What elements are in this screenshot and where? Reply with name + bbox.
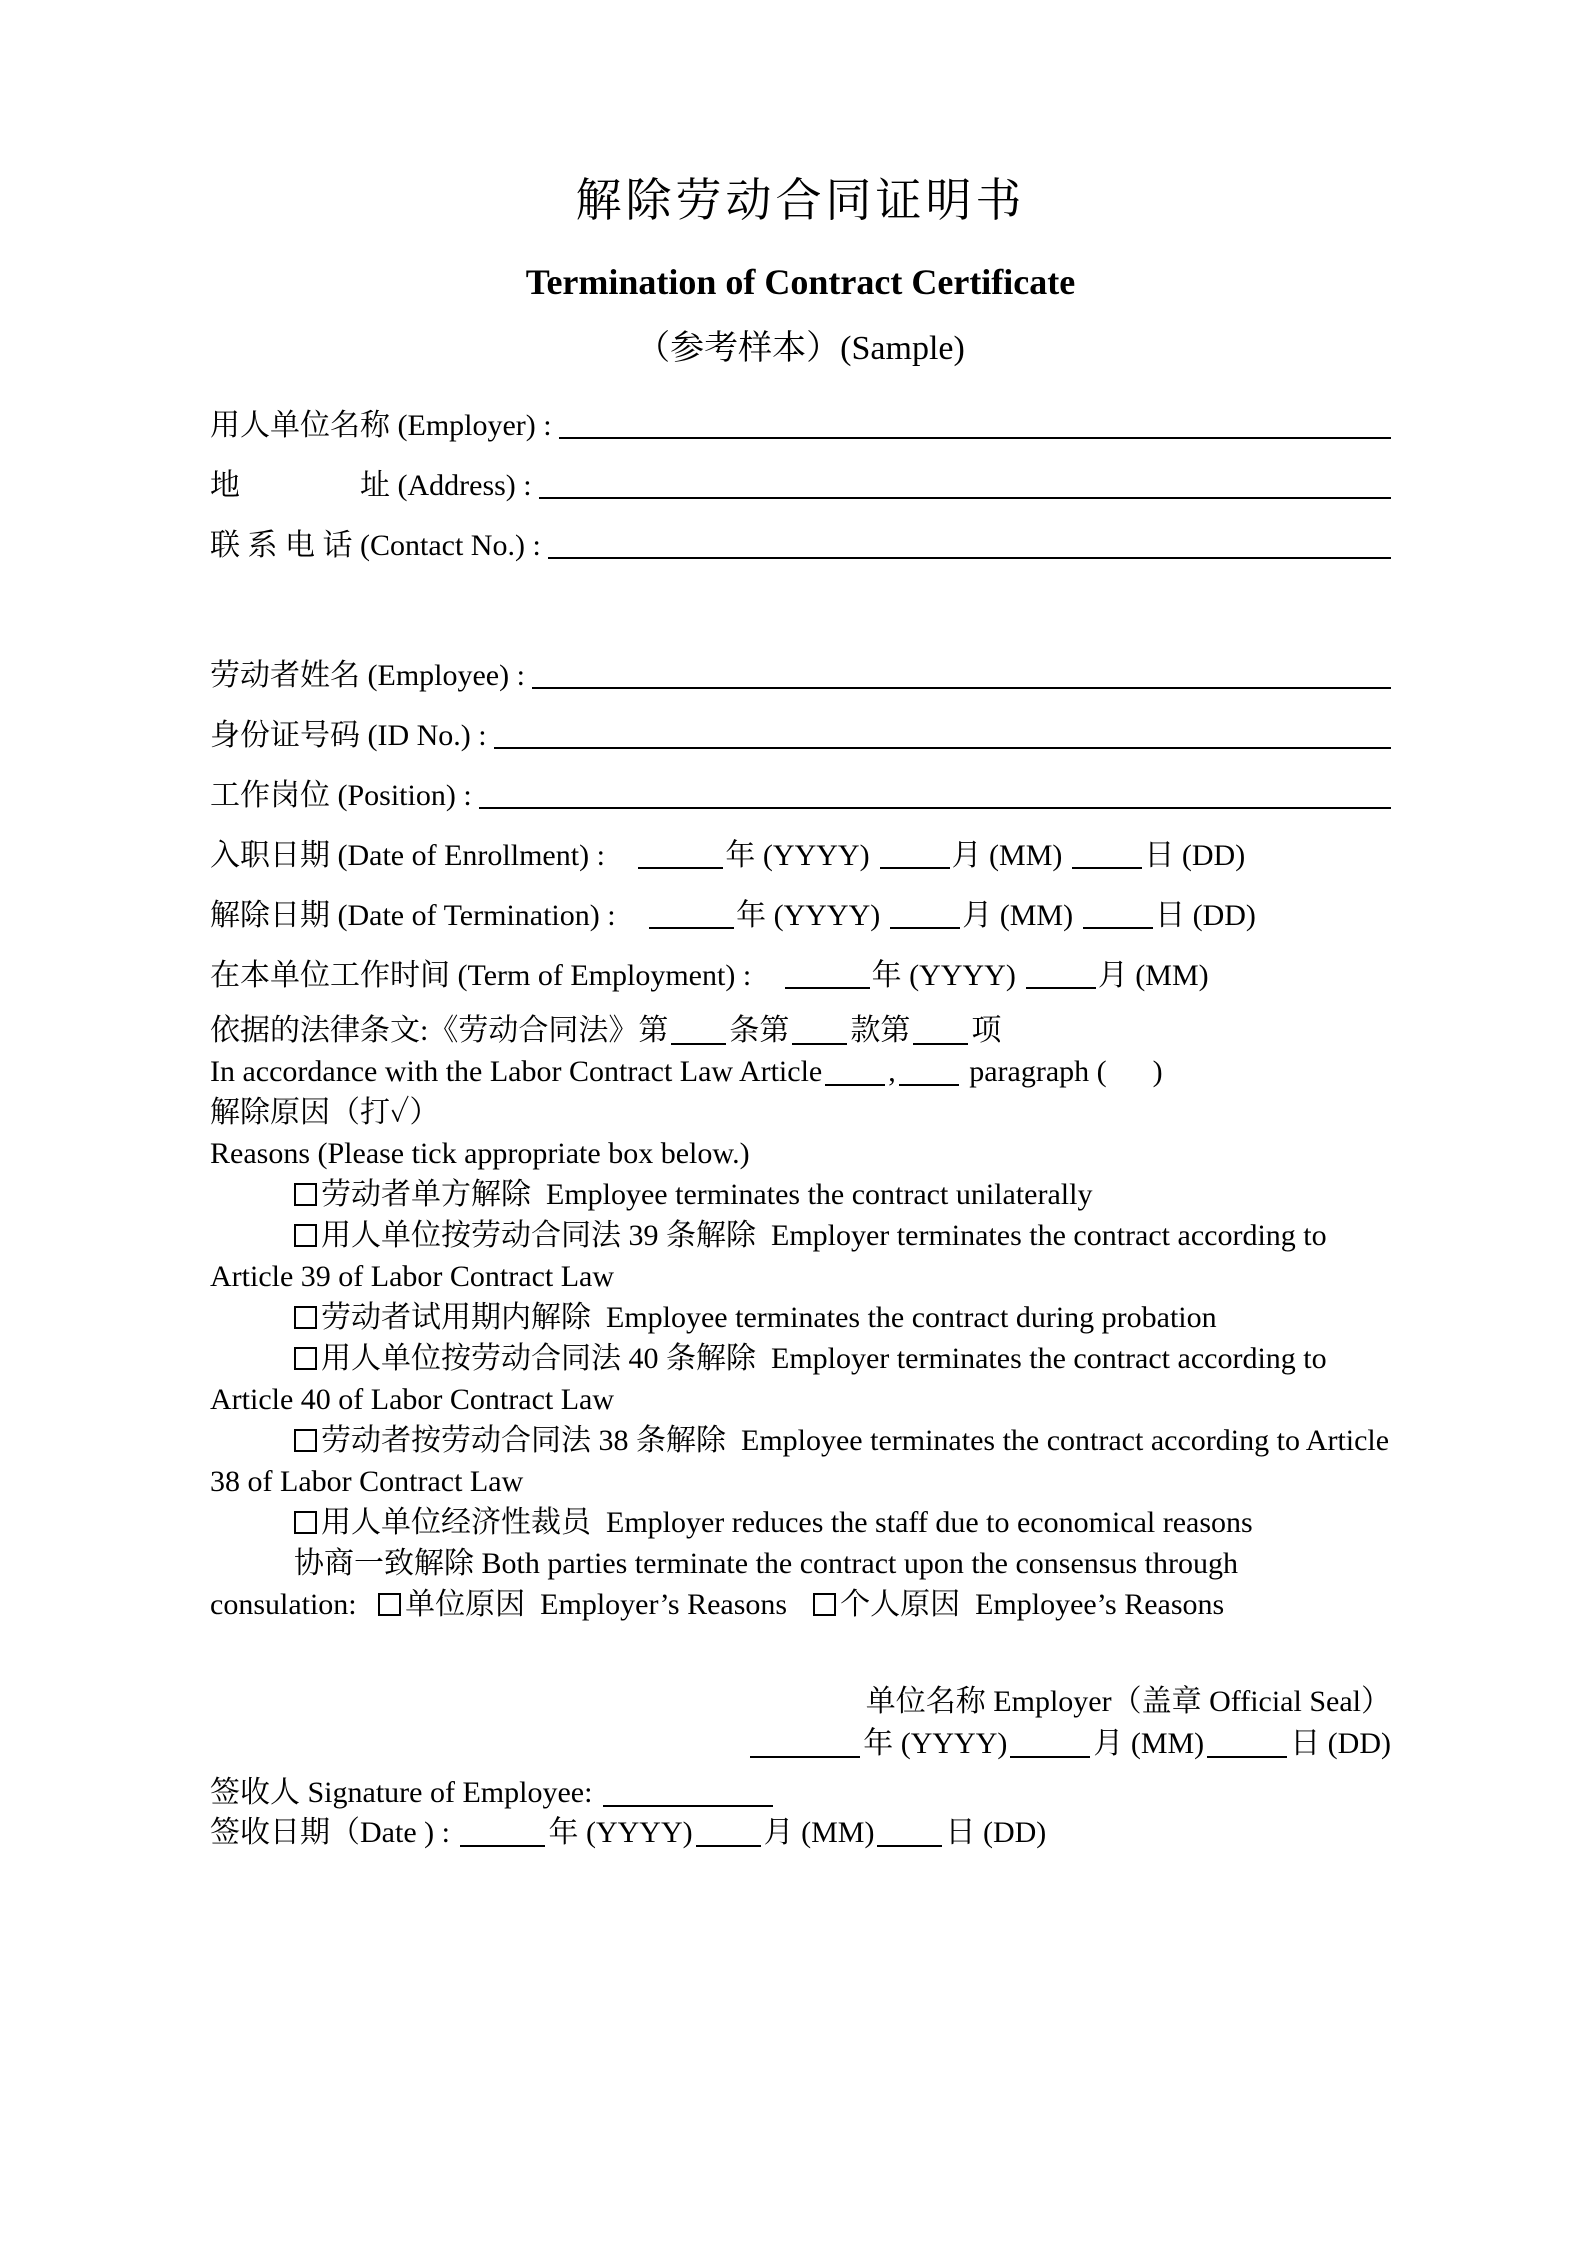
month-suffix: 月 (MM) bbox=[951, 839, 1063, 872]
consensus-employee-checkbox[interactable] bbox=[813, 1593, 836, 1616]
reason-3-checkbox[interactable] bbox=[294, 1306, 317, 1329]
enrollment-day-blank[interactable] bbox=[1072, 867, 1142, 869]
reason-4-checkbox[interactable] bbox=[294, 1347, 317, 1370]
law-item-blank[interactable] bbox=[913, 1038, 968, 1045]
employer-fill-line[interactable] bbox=[559, 437, 1391, 439]
year-suffix: 年 (YYYY) bbox=[736, 899, 881, 932]
contact-fill-line[interactable] bbox=[548, 557, 1391, 559]
document-title-english: Termination of Contract Certificate bbox=[525, 262, 1076, 302]
employee-fill-line[interactable] bbox=[532, 687, 1391, 689]
law-clause-blank[interactable] bbox=[792, 1038, 847, 1045]
employer-seal-date-line bbox=[210, 1723, 1391, 1765]
day-suffix: 日 (DD) bbox=[1155, 899, 1256, 932]
sign-year-blank[interactable] bbox=[460, 1840, 545, 1847]
term-year-blank[interactable] bbox=[785, 987, 870, 989]
law-en-segment-2: , bbox=[888, 1055, 896, 1088]
year-suffix: 年 (YYYY) bbox=[871, 959, 1016, 992]
reason-4-label: 用人单位按劳动合同法 40 条解除 Employer terminates the contract according to Article 40 of Labor Contract Law bbox=[210, 1342, 1333, 1416]
reason-item-2 bbox=[210, 1215, 1391, 1297]
reason-consensus-line bbox=[210, 1543, 1391, 1625]
field-row-termination-date bbox=[210, 880, 1391, 940]
consensus-employee-label: 个人原因 Employee’s Reasons bbox=[840, 1588, 1225, 1621]
reasons-heading-en: Reasons (Please tick appropriate box below.) bbox=[210, 1137, 750, 1170]
employee-label: 劳动者姓名 (Employee) : bbox=[210, 659, 533, 692]
address-label: 地 址 (Address) : bbox=[210, 469, 540, 502]
position-fill-line[interactable] bbox=[479, 807, 1391, 809]
reason-5-label: 劳动者按劳动合同法 38 条解除 Employee terminates the contract according to Article 38 of Labor Contract Law bbox=[210, 1424, 1397, 1498]
termination-day-blank[interactable] bbox=[1083, 927, 1153, 929]
reason-6-label: 用人单位经济性裁员 Employer reduces the staff due to economical reasons bbox=[321, 1506, 1253, 1539]
month-suffix: 月 (MM) bbox=[962, 899, 1074, 932]
day-suffix: 日 (DD) bbox=[1144, 839, 1246, 872]
month-suffix: 月 (MM) bbox=[1097, 959, 1209, 992]
seal-month-blank[interactable] bbox=[1010, 1751, 1090, 1758]
day-suffix: 日 (DD) bbox=[1290, 1727, 1391, 1760]
year-suffix: 年 (YYYY) bbox=[863, 1727, 1008, 1760]
reason-3-label: 劳动者试用期内解除 Employee terminates the contract during probation bbox=[321, 1301, 1217, 1334]
reason-1-label: 劳动者单方解除 Employee terminates the contract unilaterally bbox=[321, 1178, 1093, 1211]
document-title-chinese: 解除劳动合同证明书 bbox=[575, 175, 1026, 226]
law-cn-segment-3: 款第 bbox=[850, 1014, 911, 1047]
reason-5-checkbox[interactable] bbox=[294, 1429, 317, 1452]
field-row-employer bbox=[210, 390, 1391, 450]
reason-item-1 bbox=[210, 1174, 1391, 1215]
reason-item-6 bbox=[210, 1502, 1391, 1543]
field-row-employee bbox=[210, 640, 1391, 700]
law-article-blank[interactable] bbox=[671, 1038, 726, 1045]
consensus-employer-checkbox[interactable] bbox=[378, 1593, 401, 1616]
signature-label: 签收人 Signature of Employee: bbox=[210, 1776, 600, 1809]
field-row-id bbox=[210, 700, 1391, 760]
law-en-article-blank[interactable] bbox=[825, 1079, 885, 1086]
sign-day-blank[interactable] bbox=[877, 1840, 942, 1847]
sample-note: （参考样本）(Sample) bbox=[636, 330, 965, 367]
consensus-text: 协商一致解除 Both parties terminate the contract upon the consensus through consulation: bbox=[210, 1547, 1246, 1621]
day-suffix: 日 (DD) bbox=[945, 1816, 1047, 1849]
law-en-paragraph-blank[interactable] bbox=[899, 1079, 959, 1086]
reason-item-3 bbox=[210, 1297, 1391, 1338]
year-suffix: 年 (YYYY) bbox=[725, 839, 870, 872]
term-month-blank[interactable] bbox=[1026, 987, 1096, 989]
reason-item-4 bbox=[210, 1338, 1391, 1420]
enrollment-month-blank[interactable] bbox=[880, 867, 950, 869]
termination-month-blank[interactable] bbox=[890, 927, 960, 929]
signature-blank[interactable] bbox=[603, 1800, 773, 1807]
law-en-segment-1: In accordance with the Labor Contract Law Article bbox=[210, 1055, 823, 1088]
field-row-term-of-employment bbox=[210, 940, 1391, 1000]
employer-label: 用人单位名称 (Employer) : bbox=[210, 409, 560, 442]
reason-1-checkbox[interactable] bbox=[294, 1183, 317, 1206]
position-label: 工作岗位 (Position) : bbox=[210, 779, 480, 812]
reasons-heading-cn: 解除原因（打✓） bbox=[210, 1096, 440, 1129]
term-label: 在本单位工作时间 (Term of Employment) : bbox=[210, 959, 759, 992]
law-clause-line-en bbox=[210, 1051, 1391, 1092]
reason-item-5 bbox=[210, 1420, 1397, 1502]
reason-2-checkbox[interactable] bbox=[294, 1224, 317, 1247]
signature-line bbox=[210, 1773, 1391, 1813]
enrollment-year-blank[interactable] bbox=[638, 867, 723, 869]
law-en-segment-4: ) bbox=[1152, 1055, 1163, 1088]
seal-day-blank[interactable] bbox=[1207, 1751, 1287, 1758]
reason-2-label: 用人单位按劳动合同法 39 条解除 Employer terminates the contract according to Article 39 of Labor Contract Law bbox=[210, 1219, 1333, 1293]
address-fill-line[interactable] bbox=[539, 497, 1391, 499]
enrollment-label: 入职日期 (Date of Enrollment) : bbox=[210, 839, 613, 872]
field-row-enrollment-date bbox=[210, 820, 1391, 880]
consensus-employer-label: 单位原因 Employer’s Reasons bbox=[405, 1588, 788, 1621]
reason-6-checkbox[interactable] bbox=[294, 1511, 317, 1534]
id-label: 身份证号码 (ID No.) : bbox=[210, 719, 495, 752]
id-fill-line[interactable] bbox=[494, 747, 1391, 749]
law-clause-line-cn bbox=[210, 1010, 1391, 1051]
seal-year-blank[interactable] bbox=[750, 1751, 860, 1758]
law-cn-segment-4: 项 bbox=[971, 1014, 1002, 1047]
month-suffix: 月 (MM) bbox=[763, 1816, 875, 1849]
month-suffix: 月 (MM) bbox=[1093, 1727, 1205, 1760]
sign-month-blank[interactable] bbox=[696, 1840, 761, 1847]
law-en-segment-3: paragraph ( bbox=[961, 1055, 1107, 1088]
law-cn-segment-1: 依据的法律条文:《劳动合同法》第 bbox=[210, 1014, 669, 1047]
law-cn-segment-2: 条第 bbox=[729, 1014, 790, 1047]
field-row-address bbox=[210, 450, 1391, 510]
sign-date-label: 签收日期（Date ) : bbox=[210, 1816, 458, 1849]
signature-date-line bbox=[210, 1813, 1391, 1853]
field-row-position bbox=[210, 760, 1391, 820]
employer-seal-line: 单位名称 Employer（盖章 Official Seal） bbox=[865, 1685, 1391, 1718]
year-suffix: 年 (YYYY) bbox=[548, 1816, 693, 1849]
termination-year-blank[interactable] bbox=[649, 927, 734, 929]
contact-label: 联 系 电 话 (Contact No.) : bbox=[210, 529, 549, 562]
field-row-contact bbox=[210, 510, 1391, 570]
termination-label: 解除日期 (Date of Termination) : bbox=[210, 899, 624, 932]
